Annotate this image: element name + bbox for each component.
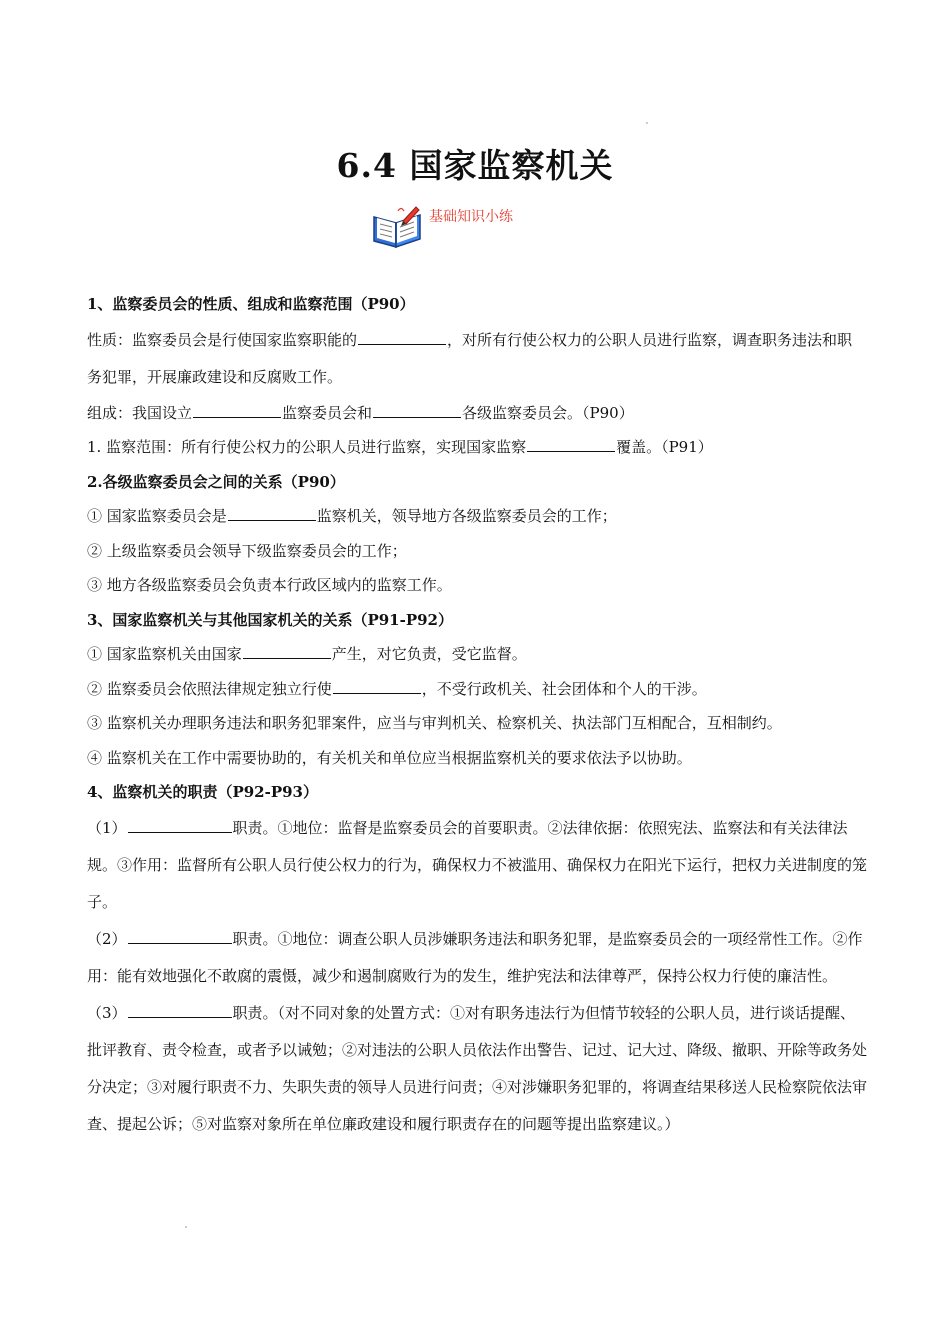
s2-item-1 bbox=[87, 499, 867, 534]
answer-blank[interactable] bbox=[527, 436, 615, 452]
s1-scope bbox=[87, 430, 867, 465]
answer-blank[interactable] bbox=[358, 329, 446, 345]
s1-comp-text-b: 监察委员会和 bbox=[282, 403, 373, 422]
section-2-heading: 2.各级监察委员会之间的关系（P90） bbox=[87, 472, 345, 491]
scan-speck bbox=[646, 122, 648, 124]
s1-comp-text-c: 各级监察委员会。（P90） bbox=[462, 403, 634, 422]
document-body bbox=[87, 287, 867, 1143]
section-3-heading: 3、国家监察机关与其他国家机关的关系（P91-P92） bbox=[87, 610, 453, 629]
section-1-heading: 1、监察委员会的性质、组成和监察范围（P90） bbox=[87, 295, 415, 313]
answer-blank[interactable] bbox=[128, 817, 232, 833]
s4-duty-1-text: 职责。①地位：监督是监察委员会的首要职责。②法律依据：依照宪法、监察法和有关法律法规。③作用：监督所有公职人员行使公权力的行为，确保权力不被滥用、确保权力在阳光下运行，把权力关进制度的笼子。 bbox=[87, 818, 868, 911]
s1-nature bbox=[87, 322, 867, 396]
page-title: 6.4 国家监察机关 bbox=[336, 146, 614, 185]
s1-scope-text-a: 1. 监察范围：所有行使公权力的公职人员进行监察，实现国家监察 bbox=[87, 438, 527, 456]
s3-item-4: ④ 监察机关在工作中需要协助的，有关机关和单位应当根据监察机关的要求依法予以协助。 bbox=[87, 748, 692, 767]
s4-duty-3 bbox=[87, 995, 867, 1143]
answer-blank[interactable] bbox=[228, 505, 316, 521]
s4-duty-3-number: （3） bbox=[87, 1003, 127, 1022]
s4-duty-2 bbox=[87, 921, 867, 995]
badge-label: 基础知识小练 bbox=[429, 209, 513, 225]
s4-duty-3-text: 职责。（对不同对象的处置方式：①对有职务违法行为但情节较轻的公职人员，进行谈话提醒、批评教育、责令检查，或者予以诫勉；②对违法的公职人员依法作出警告、记过、记大过、降级、撤职、开除等政务处分决定；③对履行职责不力、失职失责的领导人员进行问责；④对涉嫌职务犯罪的，将调查结果移送人民检察院依法审查、提起公诉；⑤对监察对象所在单位廉政建设和履行职责存在的问题等提出监察建议。） bbox=[87, 1003, 868, 1133]
answer-blank[interactable] bbox=[333, 678, 421, 694]
s3-item-1-text-b: 产生，对它负责，受它监督。 bbox=[331, 645, 527, 663]
s4-duty-2-text: 职责。①地位：调查公职人员涉嫌职务违法和职务犯罪，是监察委员会的一项经常性工作。②作用：能有效地强化不敢腐的震慑，减少和遏制腐败行为的发生，维护宪法和法律尊严，保持公权力行使的廉洁性。 bbox=[87, 929, 863, 985]
answer-blank[interactable] bbox=[128, 1002, 232, 1018]
s3-item-1 bbox=[87, 637, 867, 672]
s3-item-1-text-a: ① 国家监察机关由国家 bbox=[87, 645, 242, 663]
s1-comp-text-a: 组成：我国设立 bbox=[87, 403, 193, 422]
s4-duty-1 bbox=[87, 810, 867, 921]
s1-composition bbox=[87, 396, 867, 431]
scan-speck bbox=[185, 1226, 187, 1228]
s2-item-1-text-a: ① 国家监察委员会是 bbox=[87, 507, 227, 525]
s4-duty-2-number: （2） bbox=[87, 929, 127, 948]
s2-item-1-text-b: 监察机关，领导地方各级监察委员会的工作； bbox=[316, 507, 617, 525]
open-book-icon bbox=[370, 203, 426, 249]
s1-nature-text-a: 性质：监察委员会是行使国家监察职能的 bbox=[87, 330, 358, 349]
s2-item-2: ② 上级监察委员会领导下级监察委员会的工作； bbox=[87, 541, 407, 560]
answer-blank[interactable] bbox=[193, 402, 281, 418]
s3-item-2-text-b: ，不受行政机关、社会团体和个人的干涉。 bbox=[421, 679, 707, 698]
s4-duty-1-number: （1） bbox=[87, 818, 127, 837]
s2-item-3: ③ 地方各级监察委员会负责本行政区域内的监察工作。 bbox=[87, 576, 452, 594]
answer-blank[interactable] bbox=[373, 402, 461, 418]
answer-blank[interactable] bbox=[243, 643, 331, 659]
answer-blank[interactable] bbox=[128, 928, 232, 944]
s3-item-2 bbox=[87, 672, 867, 707]
s3-item-3: ③ 监察机关办理职务违法和职务犯罪案件，应当与审判机关、检察机关、执法部门互相配合，互相制约。 bbox=[87, 714, 782, 732]
s3-item-2-text-a: ② 监察委员会依照法律规定独立行使 bbox=[87, 679, 332, 698]
s1-nature-text-b: ，对所有行使公权力的公职人员进行监察，调查职务违法和职务犯罪，开展廉政建设和反腐败工作。 bbox=[87, 330, 853, 386]
s1-scope-text-b: 覆盖。（P91） bbox=[616, 438, 713, 456]
section-4-heading: 4、监察机关的职责（P92-P93） bbox=[87, 783, 318, 801]
